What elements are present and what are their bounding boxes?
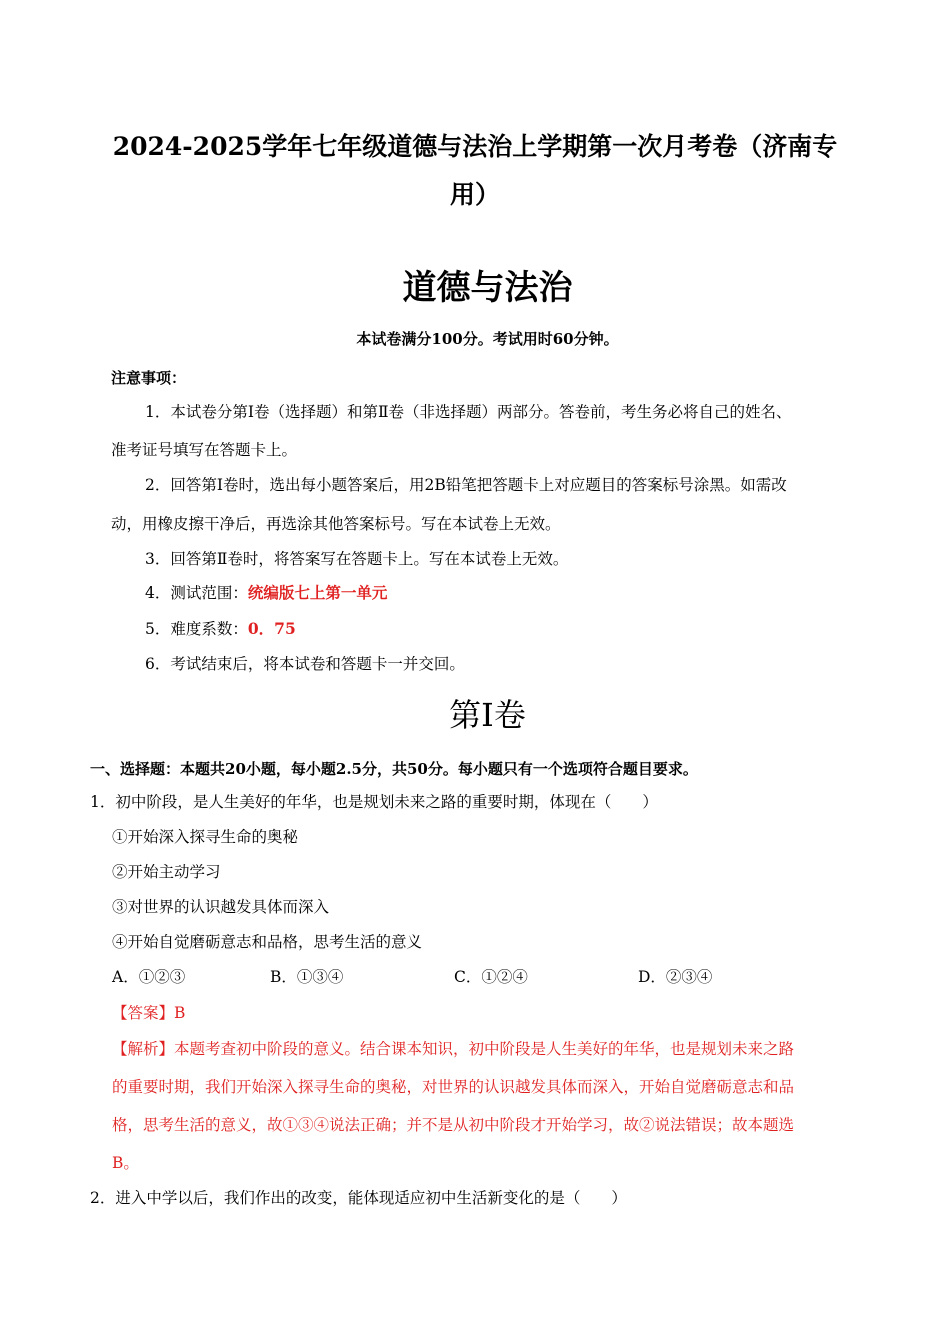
note-2-line-1: 2．回答第Ⅰ卷时，选出每小题答案后，用2B铅笔把答题卡上对应题目的答案标号涂黑。如需改 xyxy=(145,476,787,494)
difficulty-value: 0．75 xyxy=(247,619,296,638)
question-1-analysis-line-4: B。 xyxy=(112,1154,139,1172)
question-1-analysis-line-3: 格，思考生活的意义，故①③④说法正确；并不是从初中阶段才开始学习，故②说法错误；故本题选 xyxy=(112,1116,795,1134)
answer-label: 【答案】 xyxy=(112,1004,175,1022)
part-1-title: 第Ⅰ卷 xyxy=(449,696,526,734)
analysis-text-1: 本题考查初中阶段的意义。结合课本知识，初中阶段是人生美好的年华，也是规划未来之路 xyxy=(174,1040,795,1058)
question-1-item-2: ②开始主动学习 xyxy=(112,863,221,881)
question-1-item-4: ④开始自觉磨砺意志和品格，思考生活的意义 xyxy=(112,933,423,951)
note-5-prefix: 5．难度系数： xyxy=(145,620,248,638)
exam-info: 本试卷满分100分。考试用时60分钟。 xyxy=(356,330,619,348)
question-1-option-a: A．①②③ xyxy=(112,968,186,986)
question-1-option-c: C．①②④ xyxy=(454,968,528,986)
test-scope-value: 统编版七上第一单元 xyxy=(247,583,388,602)
question-1-stem: 1．初中阶段，是人生美好的年华，也是规划未来之路的重要时期，体现在（ ） xyxy=(90,793,658,811)
question-1-option-d: D．②③④ xyxy=(638,968,713,986)
answer-value: B xyxy=(174,1004,186,1022)
note-4 xyxy=(145,581,387,603)
note-1-line-2: 准考证号填写在答题卡上。 xyxy=(111,441,298,459)
note-4-prefix: 4．测试范围： xyxy=(145,584,248,602)
note-6: 6．考试结束后，将本试卷和答题卡一并交回。 xyxy=(145,655,465,673)
question-1-option-b: B．①③④ xyxy=(270,968,344,986)
question-1-analysis-line-1 xyxy=(112,1037,794,1059)
document-title-line-1: 2024-2025学年七年级道德与法治上学期第一次月考卷（济南专 xyxy=(112,132,838,161)
document-title-line-2: 用） xyxy=(449,180,500,209)
notes-heading: 注意事项： xyxy=(111,369,187,387)
question-1-answer xyxy=(112,1001,185,1023)
note-3: 3．回答第Ⅱ卷时，将答案写在答题卡上。写在本试卷上无效。 xyxy=(145,550,569,568)
section-1-heading: 一、选择题：本题共20小题，每小题2.5分，共50分。每小题只有一个选项符合题目要求。 xyxy=(90,760,698,778)
note-2-line-2: 动，用橡皮擦干净后，再选涂其他答案标号。写在本试卷上无效。 xyxy=(111,515,561,533)
note-5 xyxy=(145,617,296,639)
subject-title: 道德与法治 xyxy=(402,268,573,308)
question-2-stem: 2．进入中学以后，我们作出的改变，能体现适应初中生活新变化的是（ ） xyxy=(90,1189,627,1207)
analysis-label: 【解析】 xyxy=(112,1040,175,1058)
note-1-line-1: 1．本试卷分第Ⅰ卷（选择题）和第Ⅱ卷（非选择题）两部分。答卷前，考生务必将自己的姓名、 xyxy=(145,403,792,421)
question-1-item-3: ③对世界的认识越发具体而深入 xyxy=(112,898,330,916)
question-1-analysis-line-2: 的重要时期，我们开始深入探寻生命的奥秘，对世界的认识越发具体而深入，开始自觉磨砺意志和品 xyxy=(112,1078,795,1096)
question-1-item-1: ①开始深入探寻生命的奥秘 xyxy=(112,828,299,846)
